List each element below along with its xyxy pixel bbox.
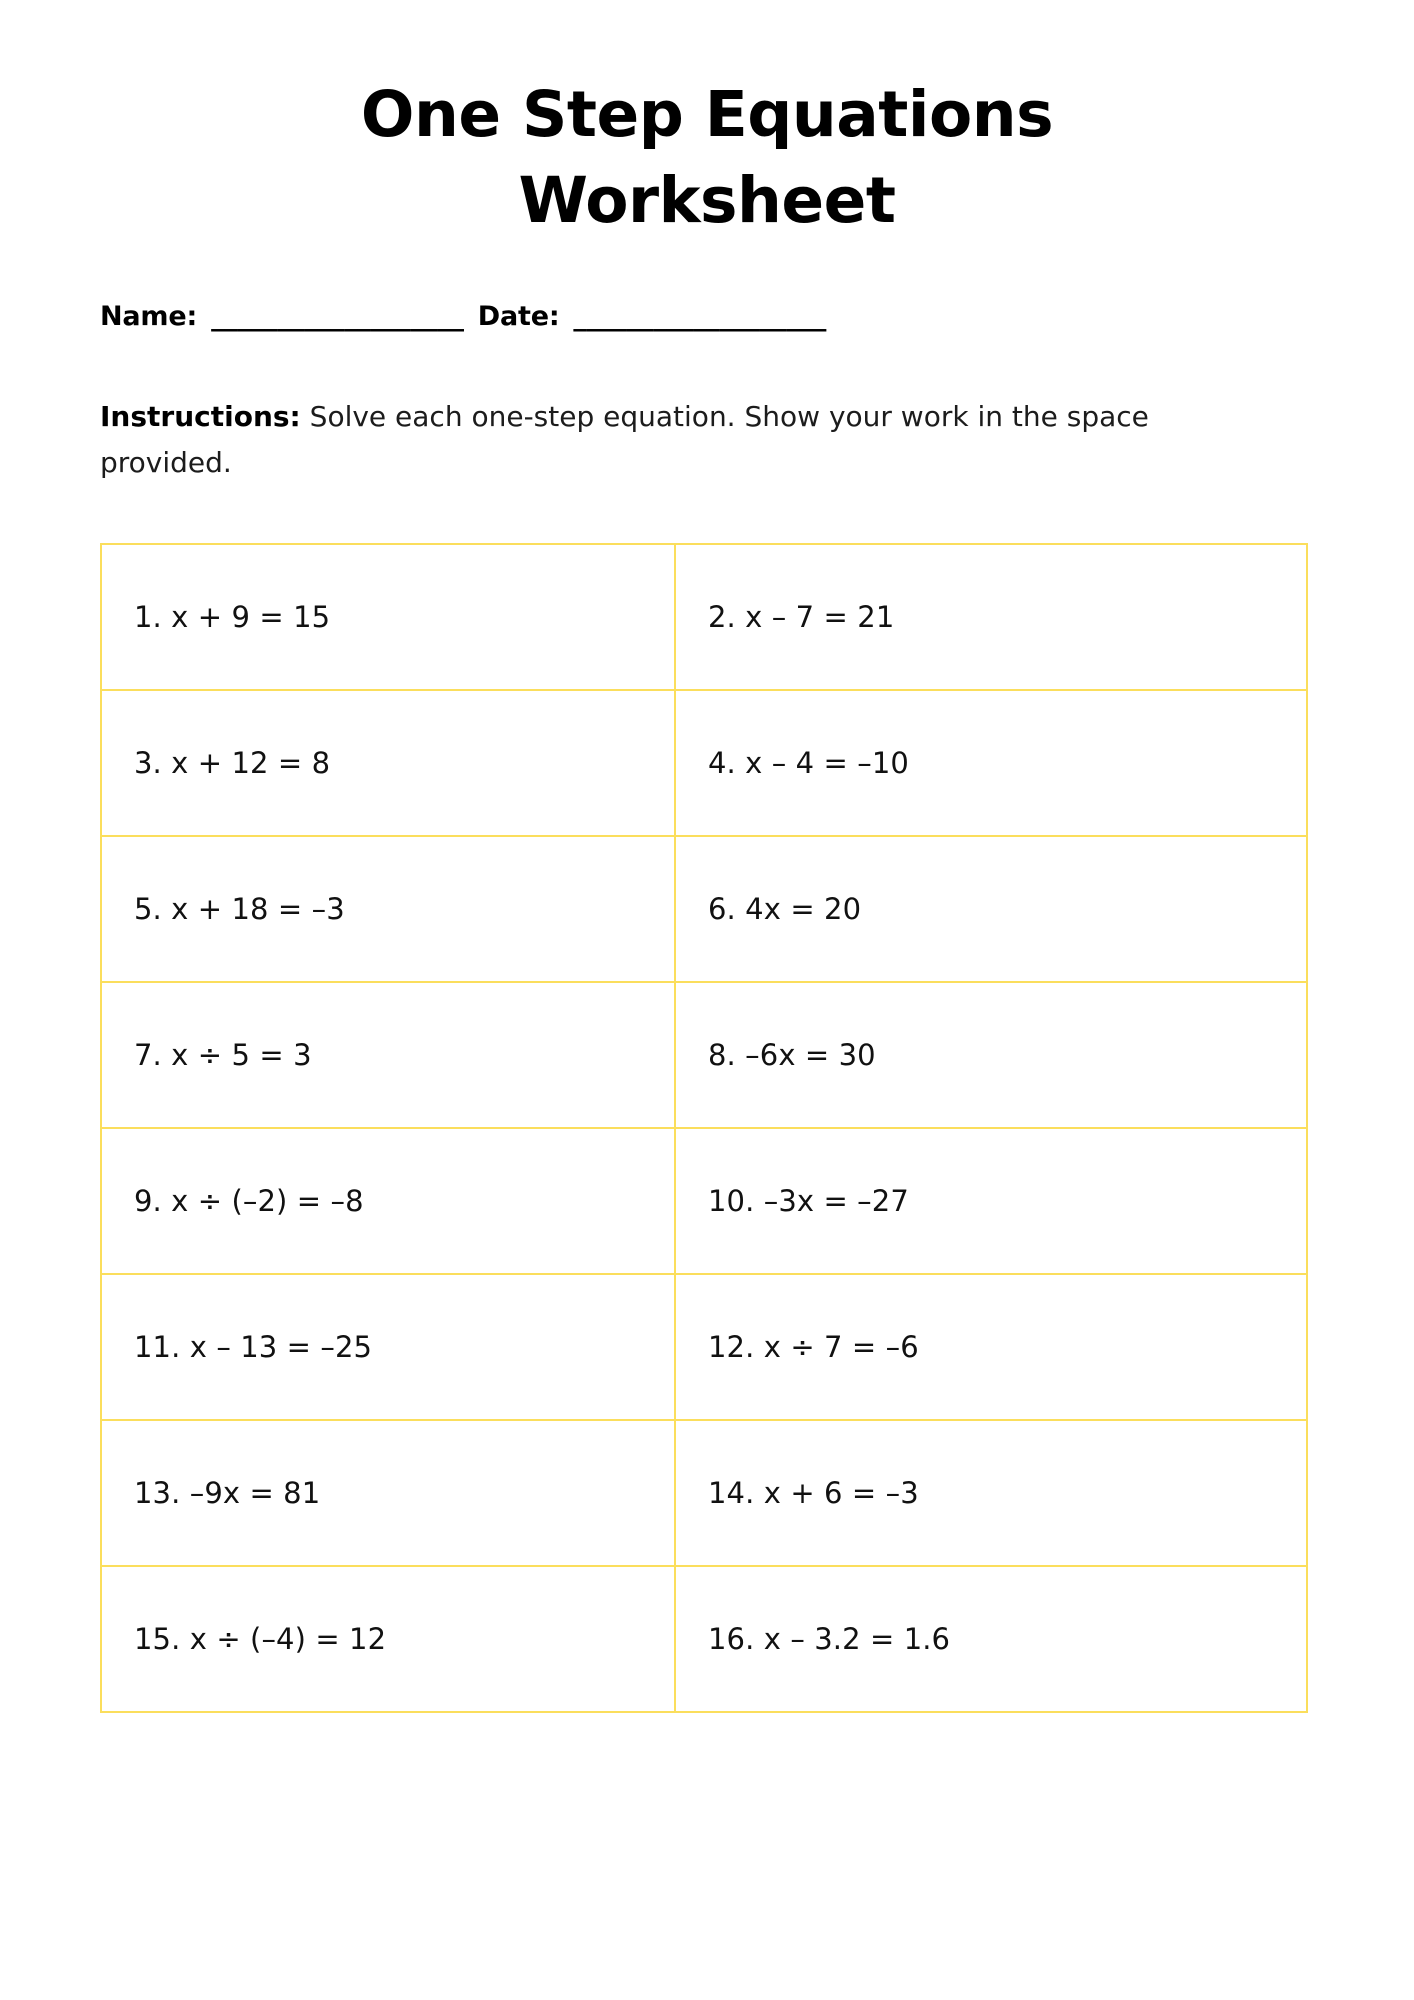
problem-cell[interactable]: 10. –3x = –27 [675,1128,1307,1274]
name-blank-line[interactable]: ___________________ [211,301,464,333]
page-title [100,0,1314,243]
name-label: Name: [100,301,198,333]
date-label: Date: [477,301,560,333]
problem-cell[interactable]: 3. x + 12 = 8 [101,690,675,836]
table-row [101,1128,1307,1274]
problem-cell[interactable]: 8. –6x = 30 [675,982,1307,1128]
table-row [101,1274,1307,1420]
problem-cell[interactable]: 7. x ÷ 5 = 3 [101,982,675,1128]
instructions-label: Instructions: [100,400,301,434]
problem-cell[interactable]: 4. x – 4 = –10 [675,690,1307,836]
table-row [101,982,1307,1128]
table-row [101,1566,1307,1712]
problem-cell[interactable]: 15. x ÷ (–4) = 12 [101,1566,675,1712]
problems-table [100,543,1308,1713]
problem-cell[interactable]: 14. x + 6 = –3 [675,1420,1307,1566]
name-date-row [100,301,1314,332]
table-row [101,836,1307,982]
problem-cell[interactable]: 6. 4x = 20 [675,836,1307,982]
page-title-line-2: Worksheet [518,163,896,237]
table-row [101,1420,1307,1566]
problem-cell[interactable]: 2. x – 7 = 21 [675,544,1307,690]
instructions-paragraph [100,394,1235,485]
problems-table-body [101,544,1307,1712]
date-blank-line[interactable]: ___________________ [573,301,827,333]
instructions-text: Solve each one-step equation. Show your work in the space provided. [100,400,1149,479]
problem-cell[interactable]: 12. x ÷ 7 = –6 [675,1274,1307,1420]
problem-cell[interactable]: 5. x + 18 = –3 [101,836,675,982]
problem-cell[interactable]: 1. x + 9 = 15 [101,544,675,690]
page-title-line-1: One Step Equations [360,78,1054,151]
problem-cell[interactable]: 9. x ÷ (–2) = –8 [101,1128,675,1274]
problem-cell[interactable]: 16. x – 3.2 = 1.6 [675,1566,1307,1712]
table-row [101,690,1307,836]
problem-cell[interactable]: 13. –9x = 81 [101,1420,675,1566]
problem-cell[interactable]: 11. x – 13 = –25 [101,1274,675,1420]
table-row [101,544,1307,690]
